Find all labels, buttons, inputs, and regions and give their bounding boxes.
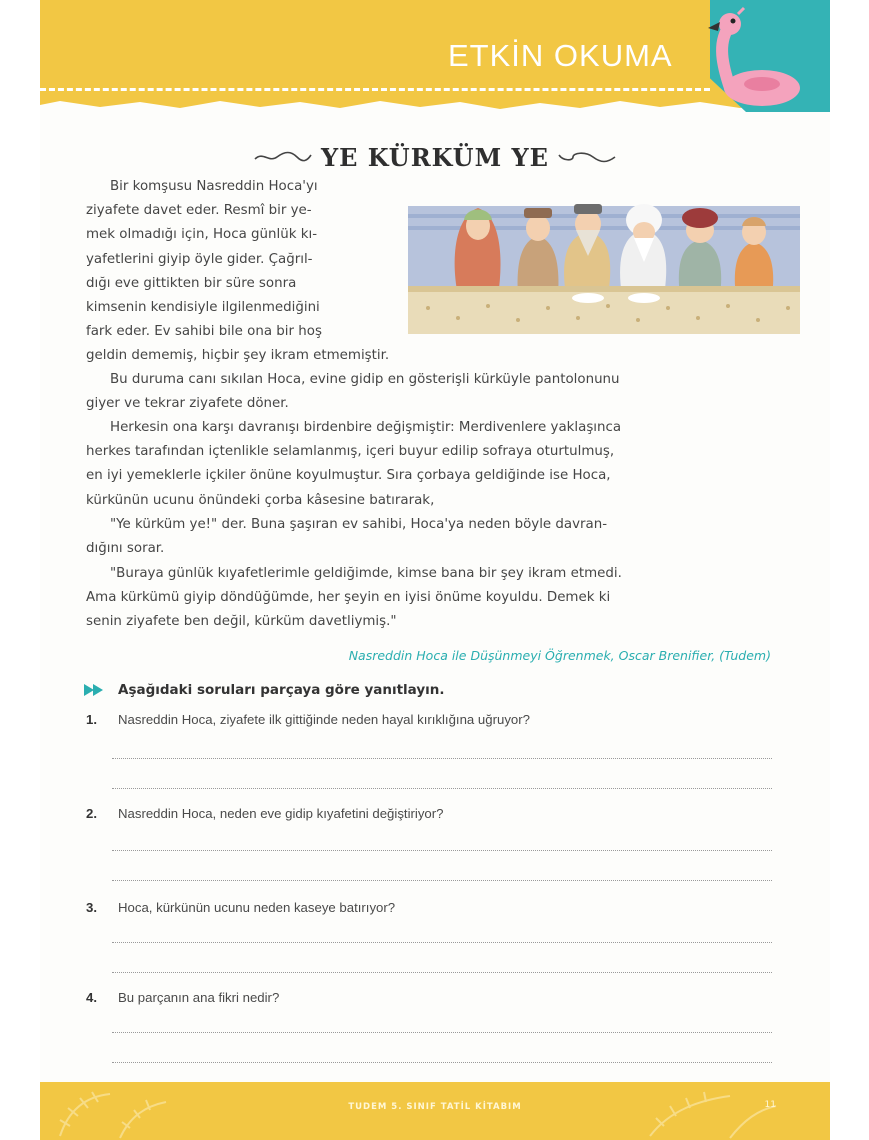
question-number: 3.: [86, 900, 97, 915]
footer-book-title: TUDEM 5. SINIF TATİL KİTABIM: [348, 1102, 522, 1112]
text-line: geldin dememiş, hiçbir şey ikram etmemiştir.: [86, 348, 390, 363]
answer-line[interactable]: [112, 1062, 772, 1063]
story-title-row: [200, 140, 670, 174]
instruction-text: Aşağıdaki soruları parçaya göre yanıtlayın.: [118, 682, 445, 698]
paragraph-3: [86, 416, 771, 513]
text-line: "Ye kürküm ye!" der. Buna şaşıran ev sahibi, Hoca'ya neden böyle davran-: [110, 517, 608, 532]
paragraph-1-wrapped: [86, 175, 386, 344]
swirl-ornament-right-icon: [557, 149, 617, 165]
page-number: 11: [764, 1100, 776, 1110]
text-line: herkes tarafından içtenlikle selamlanmış, içeri buyur edilip sofraya oturtulmuş,: [86, 444, 615, 460]
text-line: mek olmadığı için, Hoca günlük kı-: [86, 227, 318, 243]
text-line: senin ziyafete ben değil, kürküm davetliymiş.": [86, 614, 397, 630]
question-text: Nasreddin Hoca, ziyafete ilk gittiğinde neden hayal kırıklığına uğruyor?: [118, 712, 530, 727]
question-number: 4.: [86, 990, 97, 1005]
paragraph-1-tail: [86, 344, 771, 368]
arrow-right-icon: [84, 683, 108, 697]
question-text: Bu parçanın ana fikri nedir?: [118, 990, 280, 1005]
leaf-pattern-left-icon: [50, 1086, 170, 1140]
text-line: Herkesin ona karşı davranışı birdenbire değişmiştir: Merdivenlere yaklaşınca: [110, 420, 622, 435]
question-3: [86, 900, 776, 990]
source-citation: Nasreddin Hoca ile Düşünmeyi Öğrenmek, Oscar Brenifier, (Tudem): [348, 648, 771, 663]
text-line: ziyafete davet eder. Resmî bir ye-: [86, 203, 312, 219]
paragraph-2: [86, 368, 771, 416]
answer-line[interactable]: [112, 788, 772, 789]
text-line: kimsenin kendisiyle ilgilenmediğini: [86, 300, 320, 316]
question-2: [86, 806, 776, 896]
text-line: giyer ve tekrar ziyafete döner.: [86, 396, 289, 412]
text-line: dığı eve gittikten bir süre sonra: [86, 275, 297, 291]
text-line: fark eder. Ev sahibi bile ona bir hoş: [86, 324, 322, 340]
answer-line[interactable]: [112, 942, 772, 943]
footer-band: [40, 1082, 830, 1140]
answer-line[interactable]: [112, 758, 772, 759]
answer-line[interactable]: [112, 850, 772, 851]
question-4: [86, 990, 776, 1070]
text-line: en iyi yemeklerle içkiler önüne koyulmuştur. Sıra çorbaya geldiğinde ise Hoca,: [86, 468, 611, 484]
leaf-pattern-right-icon: [640, 1086, 780, 1140]
story-title: YE KÜRKÜM YE: [321, 142, 549, 172]
answer-line[interactable]: [112, 880, 772, 881]
text-line: "Buraya günlük kıyafetlerimle geldiğimde, kimse bana bir şey ikram etmedi.: [110, 566, 622, 581]
text-line: kürkünün ucunu önündeki çorba kâsesine batırarak,: [86, 492, 435, 508]
question-text: Hoca, kürkünün ucunu neden kaseye batırıyor?: [118, 900, 396, 915]
paragraph-5: [86, 562, 771, 635]
text-line: Ama kürkümü giyip döndüğümde, her şeyin en iyisi önüme koyuldu. Demek ki: [86, 590, 611, 606]
question-number: 2.: [86, 806, 97, 821]
text-line: Bu duruma canı sıkılan Hoca, evine gidip en gösterişli kürküyle pantolonunu: [110, 372, 620, 387]
page-title: ETKİN OKUMA: [448, 38, 673, 73]
text-line: Bir komşusu Nasreddin Hoca'yı: [110, 179, 318, 194]
story-illustration: [408, 186, 800, 334]
instruction-row: [84, 678, 445, 702]
question-1: [86, 712, 776, 802]
flamingo-float-icon: [700, 4, 810, 114]
swirl-ornament-left-icon: [253, 149, 313, 165]
text-line: dığını sorar.: [86, 541, 165, 557]
answer-line[interactable]: [112, 1032, 772, 1033]
question-number: 1.: [86, 712, 97, 727]
answer-line[interactable]: [112, 972, 772, 973]
question-text: Nasreddin Hoca, neden eve gidip kıyafetini değiştiriyor?: [118, 806, 444, 821]
text-line: yafetlerini giyip öyle gider. Çağrıl-: [86, 251, 313, 267]
paragraph-4: [86, 513, 771, 561]
header-dashed-line: [40, 88, 710, 91]
